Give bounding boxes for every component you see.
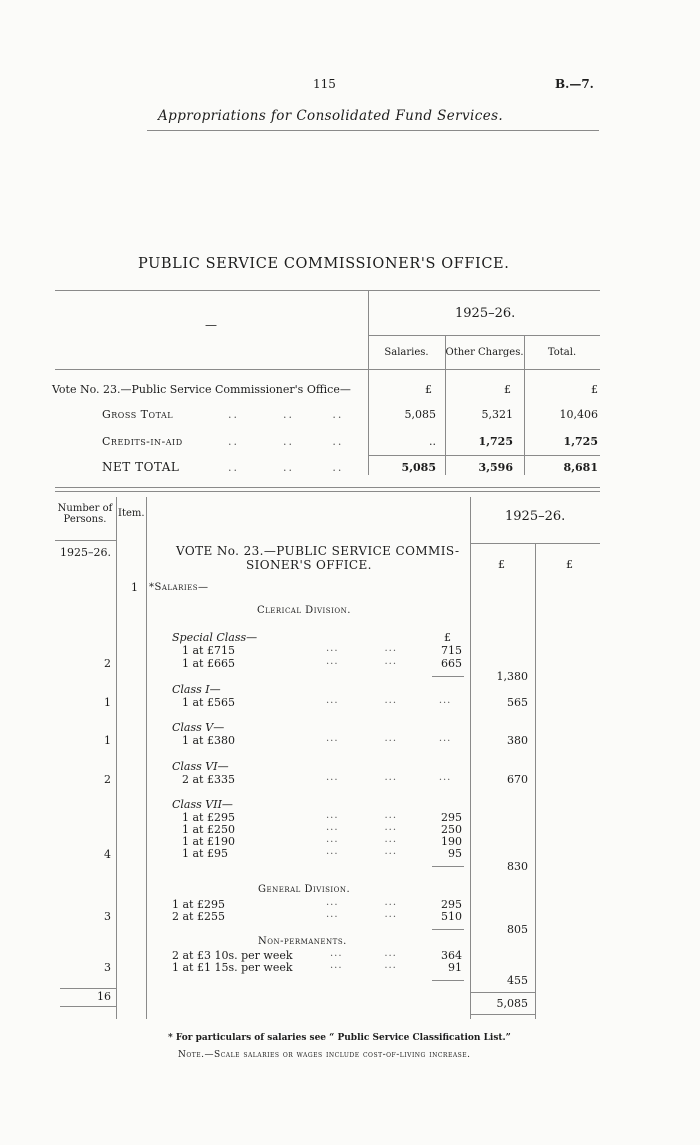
currency-salaries: £ [425,383,432,396]
general-division-total: 805 [507,923,528,936]
vote-title-line-1: VOTE No. 23.—PUBLIC SERVICE COMMIS- [176,544,460,558]
clerical-division-heading: Clerical Division. [257,605,351,616]
non-permanents-heading: Non-permanents. [258,936,347,947]
section-title: PUBLIC SERVICE COMMISSIONER'S OFFICE. [138,256,510,272]
total-persons: 16 [97,990,111,1003]
currency-col-1: £ [498,558,505,571]
currency-col-2: £ [566,558,573,571]
special-class-total: 1,380 [496,670,528,683]
page-number: 115 [313,77,336,91]
class-7-total: 830 [507,860,528,873]
currency-other: £ [504,383,511,396]
document-reference: B.—7. [555,77,594,91]
class-5-heading: Class V— [172,721,225,734]
special-class-heading: Special Class— [172,631,258,644]
general-division-heading: General Division. [258,884,351,895]
summary-year: 1925–26. [455,306,516,321]
class-1-heading: Class I— [172,683,221,696]
col-total: Total. [547,347,577,358]
summary-dash: — [205,318,217,332]
class-7-heading: Class VII— [172,798,233,811]
detail-year: 1925–26. [505,509,566,524]
pound-sign: £ [444,631,451,644]
persons-year: 1925–26. [60,546,111,559]
col-other-charges: Other Charges. [445,347,524,358]
header-rule [147,130,599,131]
running-title: Appropriations for Consolidated Fund Services. [158,108,504,124]
currency-total: £ [591,383,598,396]
col-salaries: Salaries. [384,347,429,358]
col-item: Item. [118,508,145,519]
non-permanents-total: 455 [507,974,528,987]
item-number: 1 [131,581,138,594]
footnote-salaries: * For particulars of salaries see “ Public Service Classification List.” [168,1033,511,1043]
salaries-label: *Salaries— [149,582,209,593]
footnote-note: Note.—Scale salaries or wages include cost-of-living increase. [178,1050,471,1060]
summary-vote-label: Vote No. 23.—Public Service Commissioner's Office— [52,383,351,396]
vote-title-line-2: SIONER'S OFFICE. [246,558,372,572]
grand-total: 5,085 [496,997,528,1010]
class-6-heading: Class VI— [172,760,229,773]
col-number-of-persons: Number of Persons. [57,503,113,525]
